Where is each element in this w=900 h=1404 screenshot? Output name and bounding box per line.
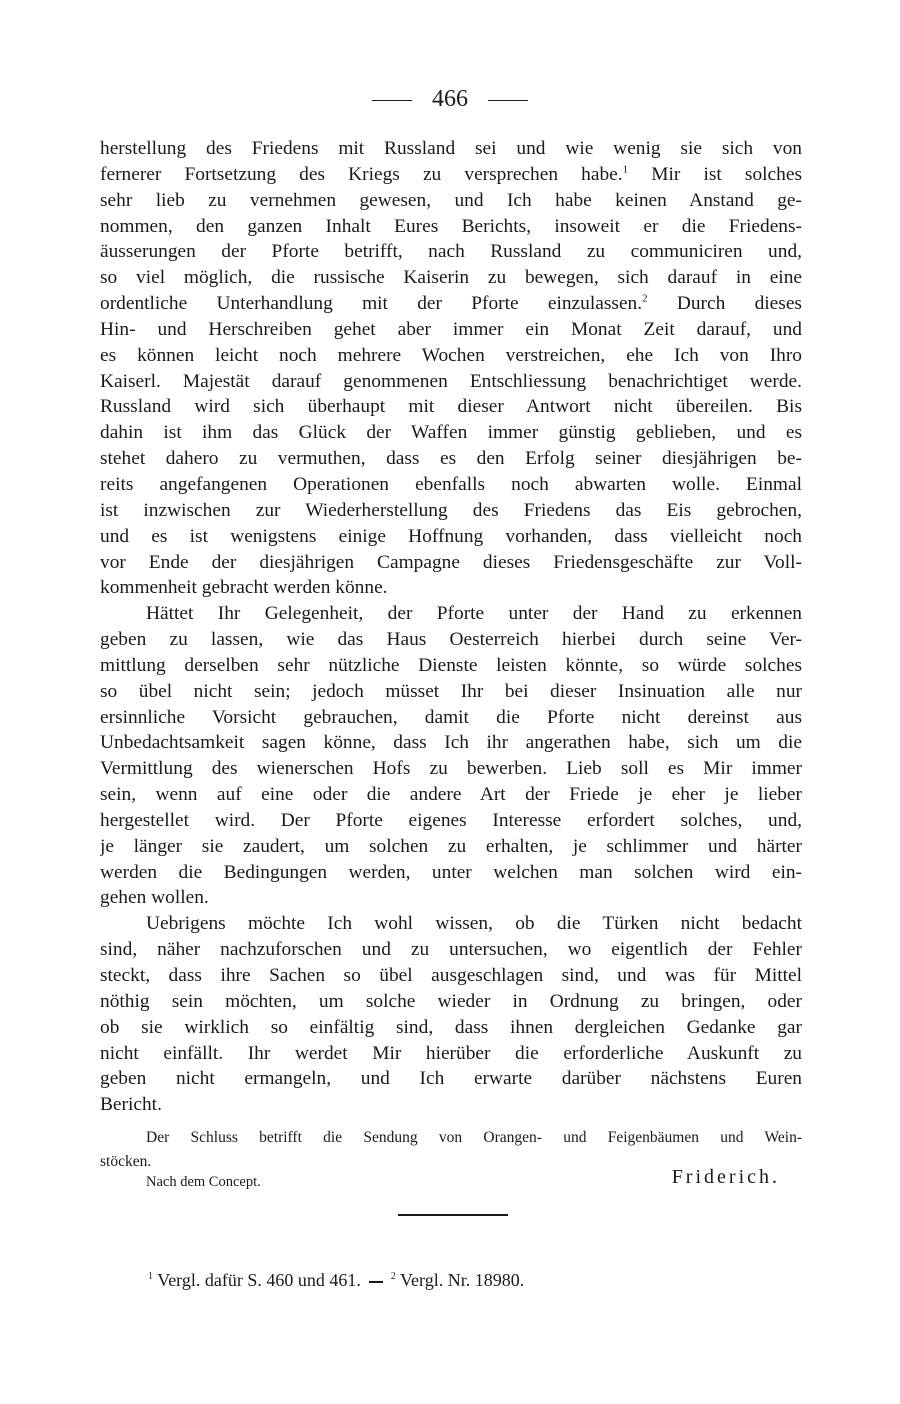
source-note: Nach dem Concept.: [146, 1174, 261, 1190]
header-dash-left: [372, 100, 412, 102]
closing-row: [100, 1166, 802, 1196]
text-line: Unbedachtsamkeit sagen könne, dass Ich ihr angerathen habe, sich um die: [100, 732, 802, 754]
text-line: geben zu lassen, wie das Haus Oesterreich hierbei durch seine Ver-: [100, 629, 802, 651]
text-line: Vermittlung des wienerschen Hofs zu bewerben. Lieb soll es Mir immer: [100, 758, 802, 780]
text-line: geben nicht ermangeln, und Ich erwarte darüber nächstens Euren: [100, 1068, 802, 1090]
footnote-marker: 1: [148, 1271, 153, 1282]
main-text: [100, 136, 802, 1118]
text-line: sein, wenn auf eine oder die andere Art der Friede je eher je lieber: [100, 784, 802, 806]
editorial-note-line: Der Schluss betrifft die Sendung von Orangen- und Feigenbäumen und Wein-: [146, 1129, 802, 1146]
footnote-marker[interactable]: 2: [642, 292, 648, 305]
text-line: Kaiserl. Majestät darauf genommenen Entschliessung benachrichtiget werde.: [100, 370, 802, 392]
text-line: fernerer Fortsetzung des Kriegs zu versprechen habe.$^1$ Mir ist solches: [100, 163, 802, 185]
text-line: nicht einfällt. Ihr werdet Mir hierüber die erforderliche Auskunft zu: [100, 1042, 802, 1064]
text-line: Russland wird sich überhaupt mit dieser Antwort nicht übereilen. Bis: [100, 396, 802, 418]
footnote-marker: 2: [390, 1271, 396, 1282]
footnote-1: $^1$ Vergl. dafür S. 460 und 461.: [148, 1270, 361, 1290]
text-line: Hin- und Herschreiben gehet aber immer ein Monat Zeit darauf, und: [100, 318, 802, 340]
text-line: ersinnliche Vorsicht gebrauchen, damit die Pforte nicht dereinst aus: [100, 706, 802, 728]
text-line: stehet dahero zu vermuthen, dass es den Erfolg seiner diesjährigen be-: [100, 448, 802, 470]
text-line: gehen wollen.: [100, 887, 209, 909]
text-line: je länger sie zaudert, um solchen zu erhalten, je schlimmer und härter: [100, 835, 802, 857]
footnote-2: $^2$ Vergl. Nr. 18980.: [390, 1270, 525, 1290]
paragraph-2: [100, 601, 802, 911]
text-line: nommen, den ganzen Inhalt Eures Berichts, insoweit er die Friedens-: [100, 215, 802, 237]
editorial-note-line: stöcken.: [100, 1153, 152, 1170]
text-line: ob sie wirklich so einfältig sind, dass ihnen dergleichen Gedanke gar: [100, 1016, 802, 1038]
footnote-marker[interactable]: 1: [622, 163, 629, 176]
footnote-dash: [369, 1281, 383, 1283]
paragraph-3: [100, 911, 802, 1118]
text-line: hergestellet wird. Der Pforte eigenes Interesse erfordert solches, und,: [100, 809, 802, 831]
page-header: [0, 84, 900, 114]
text-line: nöthig sein möchten, um solche wieder in Ordnung zu bringen, oder: [100, 990, 802, 1012]
text-line: sehr lieb zu vernehmen gewesen, und Ich habe keinen Anstand ge-: [100, 189, 802, 211]
text-line: herstellung des Friedens mit Russland sei und wie wenig sie sich von: [100, 138, 802, 159]
text-line: sind, näher nachzuforschen und zu untersuchen, wo eigentlich der Fehler: [100, 939, 802, 961]
text-line: kommenheit gebracht werden könne.: [100, 577, 388, 599]
text-line: mittlung derselben sehr nützliche Dienste leisten könnte, so würde solches: [100, 654, 802, 676]
text-line: so viel möglich, die russische Kaiserin zu bewegen, sich darauf in eine: [100, 267, 802, 289]
text-line: steckt, dass ihre Sachen so übel ausgeschlagen sind, und was für Mittel: [100, 965, 802, 986]
page-number: 466: [432, 86, 468, 112]
header-dash-right: [488, 100, 528, 102]
footnote-separator-rule: [398, 1214, 508, 1216]
text-line: so übel nicht sein; jedoch müsset Ihr bei dieser Insinuation alle nur: [100, 680, 802, 702]
text-line: Hättet Ihr Gelegenheit, der Pforte unter der Hand zu erkennen: [146, 603, 802, 625]
text-line: äusserungen der Pforte betrifft, nach Russland zu communiciren und,: [100, 241, 802, 263]
text-line: reits angefangenen Operationen ebenfalls noch abwarten wolle. Einmal: [100, 473, 802, 495]
footnotes: [148, 1268, 848, 1292]
text-line: Uebrigens möchte Ich wohl wissen, ob die Türken nicht bedacht: [146, 913, 802, 935]
text-line: und es ist wenigstens einige Hoffnung vorhanden, dass vielleicht noch: [100, 525, 802, 547]
text-line: ist inzwischen zur Wiederherstellung des Friedens das Eis gebrochen,: [100, 499, 802, 521]
text-line: Bericht.: [100, 1094, 162, 1116]
text-line: vor Ende der diesjährigen Campagne dieses Friedensgeschäfte zur Voll-: [100, 551, 802, 573]
text-line: es können leicht noch mehrere Wochen verstreichen, ehe Ich von Ihro: [100, 344, 802, 366]
paragraph-1: [100, 136, 802, 601]
text-line: ordentliche Unterhandlung mit der Pforte einzulassen.$^2$ Durch dieses: [100, 292, 802, 315]
signature: Friderich.: [671, 1166, 780, 1188]
text-line: dahin ist ihm das Glück der Waffen immer günstig geblieben, und es: [100, 422, 802, 444]
text-line: werden die Bedingungen werden, unter welchen man solchen wird ein-: [100, 861, 802, 883]
